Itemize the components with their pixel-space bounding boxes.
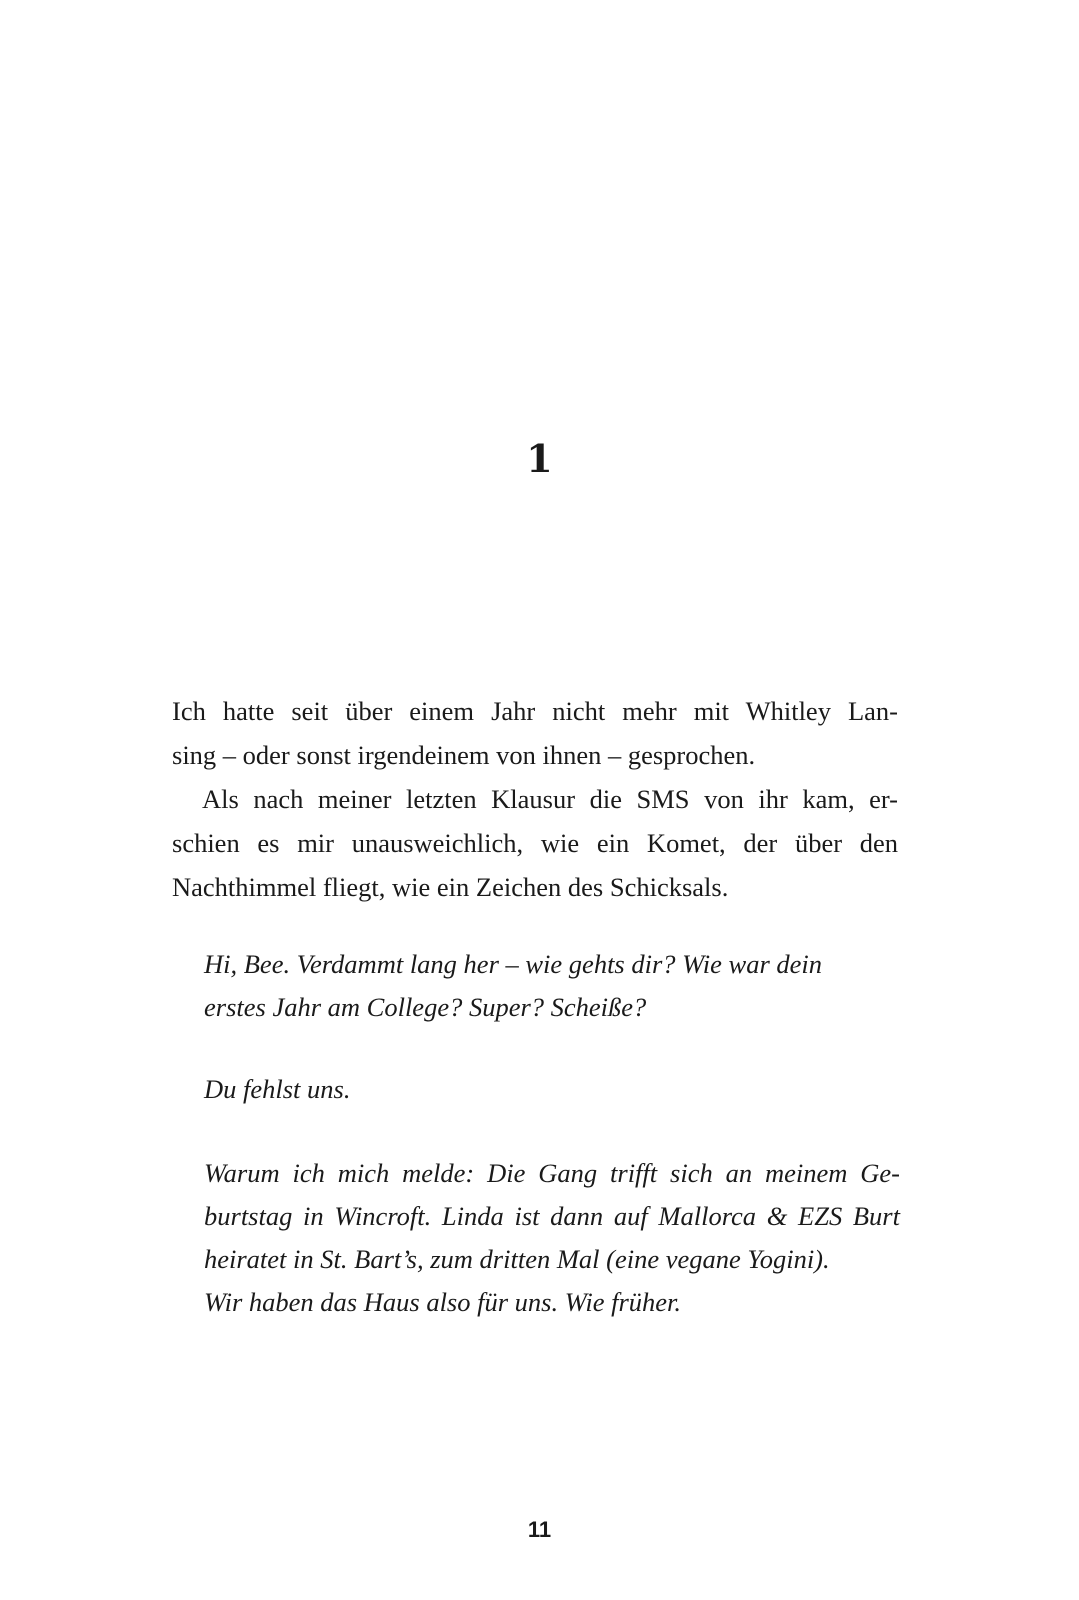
message-line: Du fehlst uns. [204, 1074, 351, 1104]
message-line: erstes Jahr am College? Super? Scheiße? [204, 992, 647, 1022]
text-line: Nachthimmel fliegt, wie ein Zeichen des Schicksals. [172, 872, 729, 902]
message-line: Hi, Bee. Verdammt lang her – wie gehts dir? Wie war dein [204, 949, 823, 979]
chapter-number: 1 [526, 436, 553, 481]
sms-message-block-2 [204, 1068, 900, 1111]
text-line: Ich hatte seit über einem Jahr nicht mehr mit Whitley Lan- [172, 696, 898, 726]
sms-message-block-1 [204, 943, 900, 1029]
message-line: heiratet in St. Bart’s, zum dritten Mal (eine vegane Yogini). [204, 1244, 830, 1274]
text-line: schien es mir unausweichlich, wie ein Komet, der über den [172, 828, 898, 858]
message-line: Wir haben das Haus also für uns. Wie früher. [204, 1287, 682, 1317]
paragraph-1 [172, 689, 898, 777]
text-line: Als nach meiner letzten Klausur die SMS von ihr kam, er- [202, 784, 898, 814]
message-line: Warum ich mich melde: Die Gang trifft sich an meinem Ge- [204, 1158, 900, 1188]
page-number: 11 [527, 1517, 552, 1542]
sms-message-block-3 [204, 1152, 900, 1324]
paragraph-2 [172, 777, 898, 909]
message-line: burtstag in Wincroft. Linda ist dann auf Mallorca & EZS Burt [204, 1201, 900, 1231]
text-line: sing – oder sonst irgendeinem von ihnen – gesprochen. [172, 740, 756, 770]
